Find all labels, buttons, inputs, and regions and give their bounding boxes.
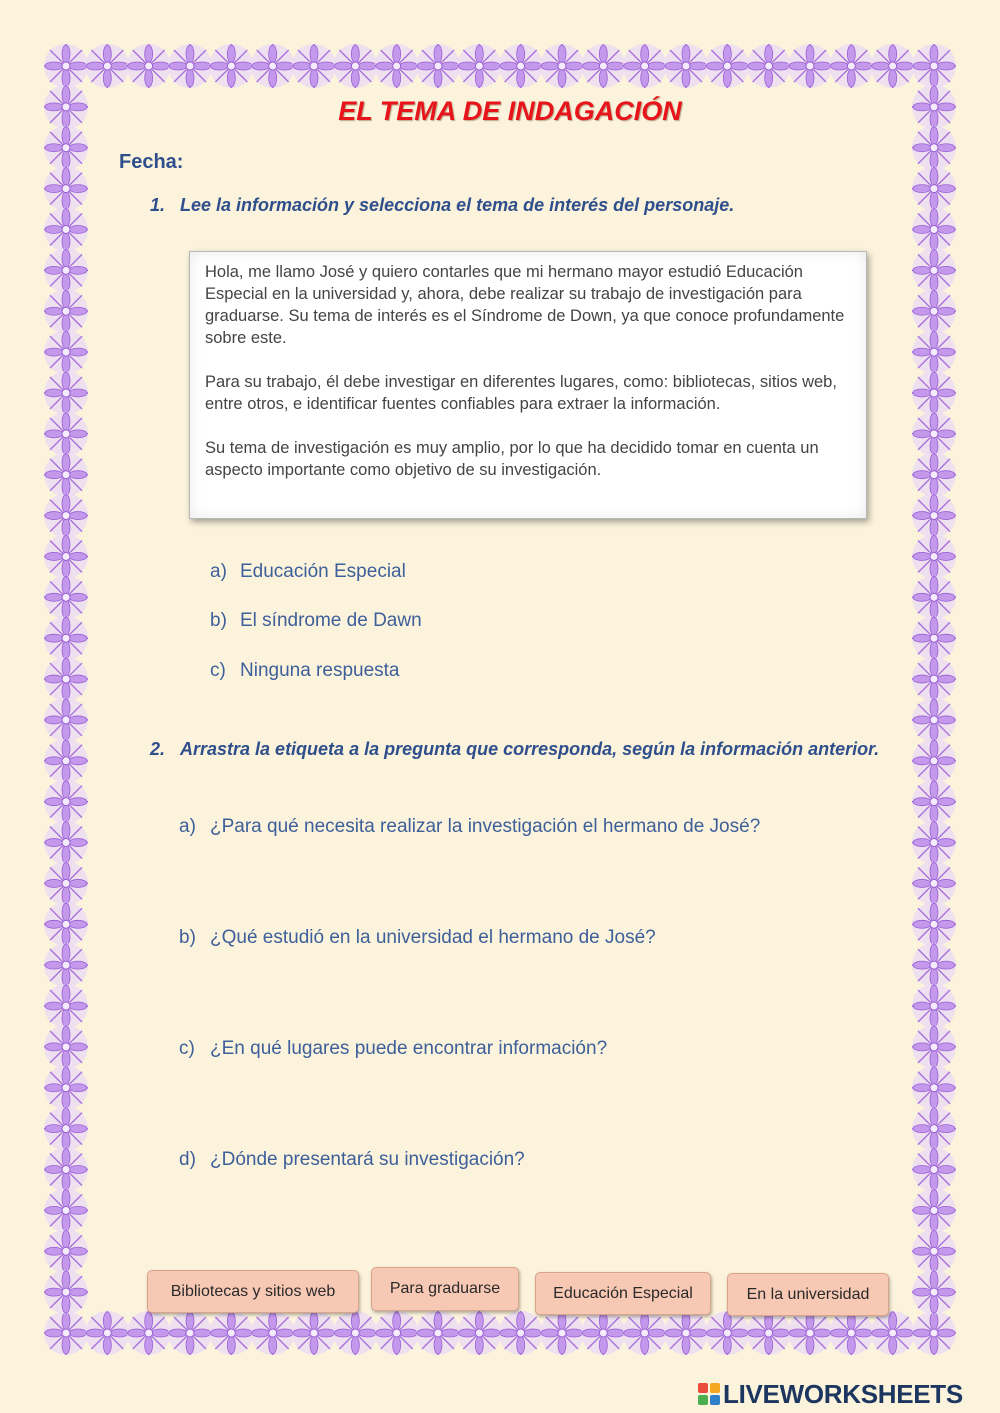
reading-paragraph-1: Hola, me llamo José y quiero contarles que mi hermano mayor estudió Educación Especial en la universidad y, ahora, debe realizar su trabajo de investigación para graduarse. Su tema de interés es el Síndrome de Down, ya que conoce profundamente sobre este.	[205, 263, 845, 347]
question-letter: c)	[179, 1038, 195, 1059]
border-flower	[912, 1148, 956, 1192]
drag-tag-para-graduarse[interactable]: Para graduarse	[371, 1267, 519, 1311]
border-flower	[912, 943, 956, 987]
border-flower	[912, 1229, 956, 1273]
border-flower	[912, 167, 956, 211]
border-flower	[871, 44, 915, 88]
border-flower	[912, 248, 956, 292]
border-flower	[333, 44, 377, 88]
border-flower	[912, 44, 956, 88]
border-flower	[829, 1311, 873, 1355]
border-flower	[912, 657, 956, 701]
border-flower	[912, 902, 956, 946]
border-flower	[912, 984, 956, 1028]
border-flower	[623, 1311, 667, 1355]
border-flower	[44, 780, 88, 824]
border-flower	[664, 44, 708, 88]
question-2-instruction	[150, 735, 905, 763]
border-flower	[912, 534, 956, 578]
border-flower	[44, 289, 88, 333]
border-flower	[416, 1311, 460, 1355]
reading-paragraph-2: Para su trabajo, él debe investigar en diferentes lugares, como: bibliotecas, sitios web, entre otros, e identificar fuentes confiables para extraer la información.	[205, 373, 837, 413]
border-flower	[747, 1311, 791, 1355]
border-flower	[44, 534, 88, 578]
border-flower	[251, 1311, 295, 1355]
drop-question-a[interactable]	[179, 816, 760, 838]
border-flower	[912, 1066, 956, 1110]
border-flower	[44, 575, 88, 619]
question-2-number: 2.	[150, 739, 166, 759]
border-flower	[44, 861, 88, 905]
drag-tag-en-la-universidad[interactable]: En la universidad	[727, 1273, 889, 1316]
page-title: EL TEMA DE INDAGACIÓN	[338, 96, 682, 126]
border-flower	[44, 657, 88, 701]
border-flower	[168, 1311, 212, 1355]
border-flower	[912, 616, 956, 660]
border-flower	[292, 44, 336, 88]
border-flower	[540, 44, 584, 88]
border-flower	[44, 943, 88, 987]
border-flower	[44, 1025, 88, 1069]
question-1-instruction	[150, 191, 850, 219]
border-flower	[912, 412, 956, 456]
option-letter: b)	[210, 610, 227, 631]
border-flower	[44, 412, 88, 456]
option-text: Educación Especial	[240, 561, 406, 582]
liveworksheets-logo	[698, 1376, 963, 1412]
border-flower	[44, 1107, 88, 1151]
border-flower	[747, 44, 791, 88]
border-flower	[788, 1311, 832, 1355]
question-text: ¿Para qué necesita realizar la investigación el hermano de José?	[210, 816, 761, 837]
border-flower	[127, 44, 171, 88]
option-text: Ninguna respuesta	[240, 660, 400, 681]
border-flower	[705, 44, 749, 88]
liveworksheets-brand-text: LIVEWORKSHEETS	[723, 1378, 963, 1409]
border-flower	[788, 44, 832, 88]
border-flower	[499, 44, 543, 88]
border-flower	[912, 861, 956, 905]
border-flower	[664, 1311, 708, 1355]
border-flower	[912, 821, 956, 865]
question-text: ¿Dónde presentará su investigación?	[210, 1149, 525, 1170]
border-flower	[912, 126, 956, 170]
border-flower	[581, 44, 625, 88]
liveworksheets-logo-icon	[698, 1383, 720, 1405]
border-flower	[912, 1025, 956, 1069]
border-flower	[457, 44, 501, 88]
border-flower	[457, 1311, 501, 1355]
border-flower	[127, 1311, 171, 1355]
border-flower	[912, 780, 956, 824]
border-flower	[85, 44, 129, 88]
border-flower	[333, 1311, 377, 1355]
option-letter: a)	[210, 561, 227, 582]
border-flower	[44, 739, 88, 783]
reading-passage-box	[189, 251, 867, 519]
border-flower	[540, 1311, 584, 1355]
question-2-text: Arrastra la etiqueta a la pregunta que corresponda, según la información anterior.	[180, 739, 880, 759]
drag-tag-bibliotecas[interactable]: Bibliotecas y sitios web	[147, 1270, 359, 1313]
border-flower	[44, 616, 88, 660]
option-letter: c)	[210, 660, 226, 681]
border-flower	[912, 494, 956, 538]
border-flower	[209, 1311, 253, 1355]
border-flower	[44, 1270, 88, 1314]
border-flower	[375, 44, 419, 88]
border-flower	[44, 821, 88, 865]
border-flower	[581, 1311, 625, 1355]
answer-option-c[interactable]	[210, 660, 400, 682]
question-letter: b)	[179, 927, 196, 948]
border-flower	[912, 207, 956, 251]
option-text: El síndrome de Dawn	[240, 610, 422, 631]
border-flower	[44, 371, 88, 415]
border-flower	[44, 1148, 88, 1192]
question-letter: a)	[179, 816, 196, 837]
border-flower	[829, 44, 873, 88]
question-1-text: Lee la información y selecciona el tema de interés del personaje.	[180, 195, 735, 215]
border-flower	[44, 167, 88, 211]
answer-option-a[interactable]	[210, 561, 406, 583]
border-flower	[44, 1311, 88, 1355]
border-flower	[292, 1311, 336, 1355]
border-flower	[44, 698, 88, 742]
date-label: Fecha:	[119, 151, 184, 173]
border-flower	[44, 453, 88, 497]
border-flower	[44, 1066, 88, 1110]
border-flower	[44, 902, 88, 946]
border-flower	[44, 1229, 88, 1273]
drag-tag-educacion-especial[interactable]: Educación Especial	[535, 1272, 711, 1315]
border-flower	[251, 44, 295, 88]
border-flower	[912, 1270, 956, 1314]
border-flower	[912, 1107, 956, 1151]
border-flower	[912, 739, 956, 783]
border-flower	[375, 1311, 419, 1355]
question-text: ¿Qué estudió en la universidad el hermano de José?	[210, 927, 656, 948]
border-flower	[912, 575, 956, 619]
border-flower	[44, 126, 88, 170]
border-flower	[44, 984, 88, 1028]
border-flower	[912, 371, 956, 415]
border-flower	[871, 1311, 915, 1355]
border-flower	[705, 1311, 749, 1355]
border-flower	[912, 1311, 956, 1355]
border-flower	[416, 44, 460, 88]
border-flower	[44, 207, 88, 251]
question-text: ¿En qué lugares puede encontrar información?	[210, 1038, 608, 1059]
border-flower	[44, 1188, 88, 1232]
drop-question-b[interactable]	[179, 927, 656, 949]
border-flower	[44, 494, 88, 538]
reading-paragraph-3: Su tema de investigación es muy amplio, por lo que ha decidido tomar en cuenta un aspecto importante como objetivo de su investigación.	[205, 439, 819, 479]
border-flower	[912, 289, 956, 333]
border-flower	[44, 44, 88, 88]
border-flower	[912, 453, 956, 497]
border-flower	[912, 1188, 956, 1232]
border-flower	[85, 1311, 129, 1355]
border-flower	[623, 44, 667, 88]
border-flower	[209, 44, 253, 88]
border-flower	[44, 248, 88, 292]
drop-question-c[interactable]	[179, 1038, 607, 1060]
question-1-number: 1.	[150, 195, 166, 215]
question-letter: d)	[179, 1149, 196, 1170]
border-flower	[499, 1311, 543, 1355]
border-flower	[44, 330, 88, 374]
border-flower	[912, 330, 956, 374]
border-flower	[912, 698, 956, 742]
answer-option-b[interactable]	[210, 610, 422, 632]
border-flower	[168, 44, 212, 88]
drop-question-d[interactable]	[179, 1149, 525, 1171]
